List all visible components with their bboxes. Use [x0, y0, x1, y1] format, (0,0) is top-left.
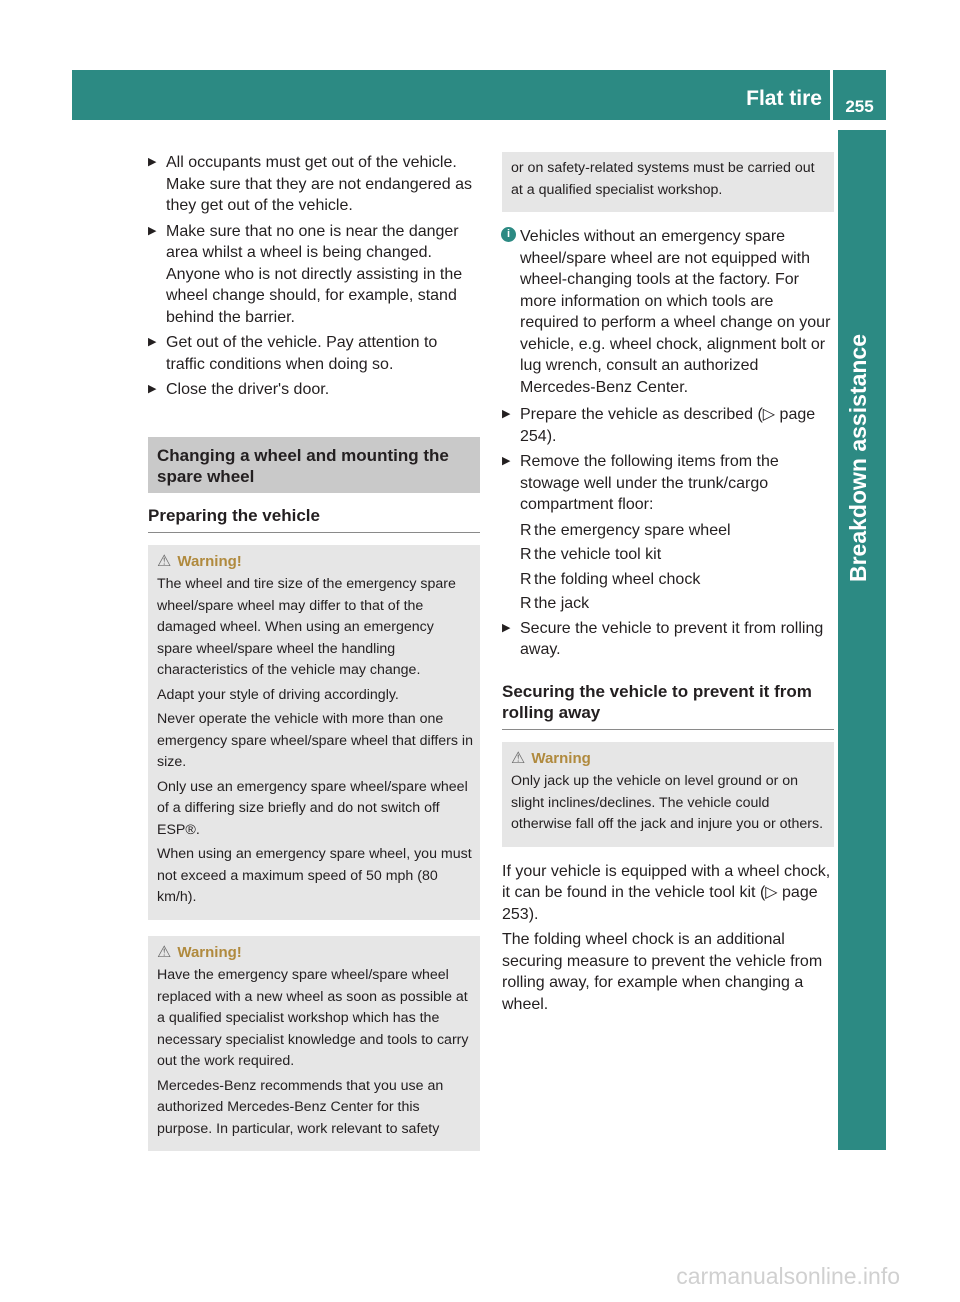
- step: ▶ Get out of the vehicle. Pay attention to traffic conditions when doing so.: [148, 334, 438, 373]
- right-column: [502, 152, 834, 1019]
- warning-box: [148, 936, 480, 1152]
- step: ▶ Prepare the vehicle as described (▷ page 254).: [502, 406, 816, 445]
- list-item: R the vehicle tool kit: [520, 546, 662, 563]
- step: ▶ Remove the following items from the stowage well under the trunk/cargo compartment floor:: [502, 453, 779, 513]
- left-column: [148, 152, 480, 1151]
- list-item: R the jack: [520, 595, 590, 612]
- side-tab: [838, 130, 886, 1150]
- step-arrow-icon: ▶: [502, 408, 511, 420]
- step-arrow-icon: ▶: [148, 156, 157, 168]
- step-arrow-icon: ▶: [502, 621, 511, 634]
- body-paragraph: The folding wheel chock is an additional securing measure to prevent the vehicle from rolling away, for example when changing a wheel.: [502, 931, 823, 1013]
- subheading: Preparing the vehicle: [148, 493, 480, 533]
- info-note: i Vehicles without an emergency spare wheel/spare wheel are not equipped with wheel-changing tools at the factory. For more information on which tools are required to perform a wheel change on your vehicle, e.g. wheel chock, alignment bolt or lug wrench, consult an authorized Mercedes-Benz Center.: [502, 226, 834, 398]
- warning-title: Warning: [531, 749, 591, 767]
- section-title: Changing a wheel and mounting the spare wheel: [148, 437, 480, 493]
- warning-text: Mercedes-Benz recommends that you use an authorized Mercedes-Benz Center for this purpose. In particular, work relevant to safety: [157, 1077, 444, 1137]
- subheading: Securing the vehicle to prevent it from rolling away: [502, 665, 834, 730]
- watermark: carmanualsonline.info: [676, 1263, 900, 1289]
- step-arrow-icon: ▶: [148, 336, 157, 348]
- step: ▶ All occupants must get out of the vehicle. Make sure that they are not endangered as they get out of the vehicle.: [148, 154, 472, 214]
- warning-box: [148, 545, 480, 920]
- warning-box: [502, 742, 834, 847]
- list-item: R the emergency spare wheel: [520, 521, 731, 539]
- warning-text: Have the emergency spare wheel/spare wheel replaced with a new wheel as soon as possible at a qualified specialist workshop which has the necessary specialist knowledge and tools to carry out the work required.: [157, 967, 469, 1069]
- warning-box-continued: [502, 152, 834, 212]
- warning-triangle-icon: ⚠: [157, 552, 172, 570]
- body-paragraph: If your vehicle is equipped with a wheel chock, it can be found in the vehicle tool kit (▷ page 253).: [502, 862, 831, 923]
- page-title: Flat tire: [746, 87, 822, 110]
- step: ▶ Secure the vehicle to prevent it from rolling away.: [502, 619, 824, 658]
- warning-title: Warning!: [177, 943, 242, 961]
- warning-title: Warning!: [177, 552, 242, 570]
- step: ▶ Make sure that no one is near the danger area whilst a wheel is being changed. Anyone who is not directly assisting in the wheel change should, for example, stand behind the barrier.: [148, 222, 463, 326]
- warning-text: When using an emergency spare wheel, you must not exceed a maximum speed of 50 mph (80 km/h).: [157, 846, 472, 905]
- warning-text: Adapt your style of driving accordingly.: [157, 686, 399, 703]
- warning-text: Only jack up the vehicle on level ground or on slight inclines/declines. The vehicle could otherwise fall off the jack and injure you or others.: [511, 773, 824, 832]
- page-number: 255: [845, 97, 874, 116]
- warning-text: Never operate the vehicle with more than one emergency spare wheel/spare wheel that differs in size.: [157, 711, 473, 770]
- warning-triangle-icon: ⚠: [511, 749, 526, 767]
- warning-triangle-icon: ⚠: [157, 943, 172, 961]
- warning-text: or on safety-related systems must be carried out at a qualified specialist workshop.: [511, 160, 815, 198]
- step-arrow-icon: ▶: [148, 383, 157, 395]
- step-arrow-icon: ▶: [148, 224, 157, 237]
- list-item: R the folding wheel chock: [520, 570, 701, 588]
- warning-text: The wheel and tire size of the emergency spare wheel/spare wheel may differ to that of the damaged wheel. When using an emergency spare wheel/spare wheel the handling characteristics of the vehicle may change.: [157, 576, 456, 678]
- info-icon: i: [501, 227, 516, 242]
- step: ▶ Close the driver's door.: [148, 379, 480, 401]
- step-arrow-icon: ▶: [502, 455, 511, 467]
- warning-text: Only use an emergency spare wheel/spare wheel of a differing size briefly and do not switch off ESP®.: [157, 778, 468, 838]
